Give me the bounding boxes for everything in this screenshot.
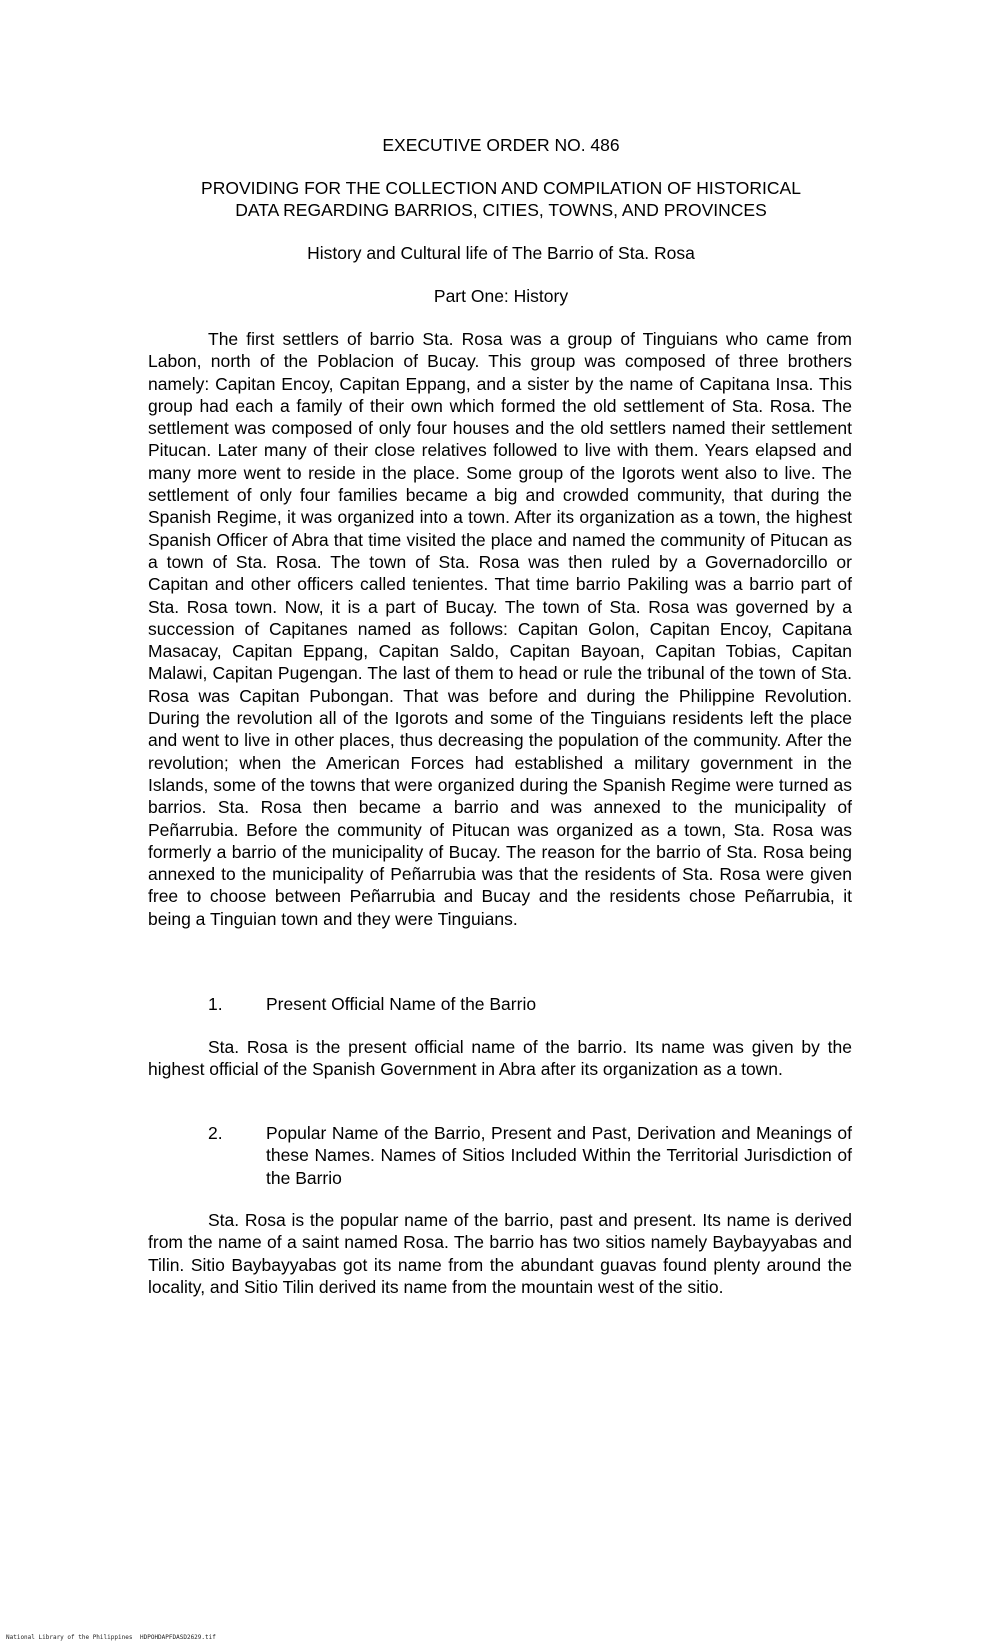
list-item-1-number: 1. <box>208 994 223 1014</box>
subtitle-line-1: PROVIDING FOR THE COLLECTION AND COMPILATION OF HISTORICAL <box>201 178 801 198</box>
document-title: History and Cultural life of The Barrio of Sta. Rosa <box>307 243 695 263</box>
list-item-1-heading: Present Official Name of the Barrio <box>266 994 537 1014</box>
footer-library-stamp: National Library of the Philippines <box>6 1634 133 1641</box>
list-item-2 <box>148 1122 852 1189</box>
history-paragraph: The first settlers of barrio Sta. Rosa was a group of Tinguians who came from Labon, north of the Poblacion of Bucay. This group was composed of three brothers namely: Capitan Encoy, Capitan Eppang, and a sister by the name of Capitana Insa. This group had each a family of their own which formed the old settlement of Sta. Rosa. The settlement was composed of only four houses and the old settlers named their settlement Pitucan. Later many of their close relatives followed to live with them. Years elapsed and many more went to reside in the place. Some group of the Igorots went also to live. The settlement of only four families became a big and crowded community, that during the Spanish Regime, it was organized into a town. After its organization as a town, the highest Spanish Officer of Abra that time visited the place and named the community of Pitucan as a town of Sta. Rosa. The town of Sta. Rosa was then ruled by a Governadorcillo or Capitan and other officers called tenientes. That time barrio Pakiling was a barrio part of Sta. Rosa town. Now, it is a part of Bucay. The town of Sta. Rosa was governed by a succession of Capitanes named as follows: Capitan Golon, Capitan Encoy, Capitana Masacay, Capitan Eppang, Capitan Saldo, Capitan Bayoan, Capitan Tobias, Capitan Malawi, Capitan Pugengan. The last of them to head or rule the tribunal of the town of Sta. Rosa was Capitan Pubongan. That was before and during the Philippine Revolution. During the revolution all of the Igorots and some of the Tinguians residents left the place and went to live in other places, thus decreasing the population of the community. After the revolution; when the American Forces had established a military government in the Islands, some of the towns that were organized during the Spanish Regime were turned as barrios. Sta. Rosa then became a barrio and was annexed to the municipality of Peñarrubia. Before the community of Pitucan was organized as a town, Sta. Rosa was formerly a barrio of the municipality of Bucay. The reason for the barrio of Sta. Rosa being annexed to the municipality of Peñarrubia was that the residents of Sta. Rosa were given free to choose between Peñarrubia and Bucay and the residents chose Peñarrubia, it being a Tinguian town and they were Tinguians. <box>148 329 852 929</box>
list-item-1 <box>148 993 852 1015</box>
list-item-2-number: 2. <box>208 1123 223 1143</box>
footer-file-code: HDPOHDAPFDASD2629.tif <box>140 1634 216 1641</box>
executive-order-number: EXECUTIVE ORDER NO. 486 <box>382 135 620 155</box>
list-item-2-heading: Popular Name of the Barrio, Present and Past, Derivation and Meanings of these Names. Names of Sitios Included Within the Territorial Jurisdiction of the Barrio <box>266 1123 852 1188</box>
official-name-paragraph: Sta. Rosa is the present official name of the barrio. Its name was given by the highest official of the Spanish Government in Abra after its organization as a town. <box>148 1037 852 1080</box>
popular-name-paragraph: Sta. Rosa is the popular name of the barrio, past and present. Its name is derived from the name of a saint named Rosa. The barrio has two sitios namely Baybayyabas and Tilin. Sitio Baybayyabas got its name from the abundant guavas found plenty around the locality, and Sitio Tilin derived its name from the mountain west of the sitio. <box>148 1210 852 1297</box>
part-title: Part One: History <box>433 286 569 306</box>
subtitle-line-2: DATA REGARDING BARRIOS, CITIES, TOWNS, AND PROVINCES <box>235 200 767 220</box>
